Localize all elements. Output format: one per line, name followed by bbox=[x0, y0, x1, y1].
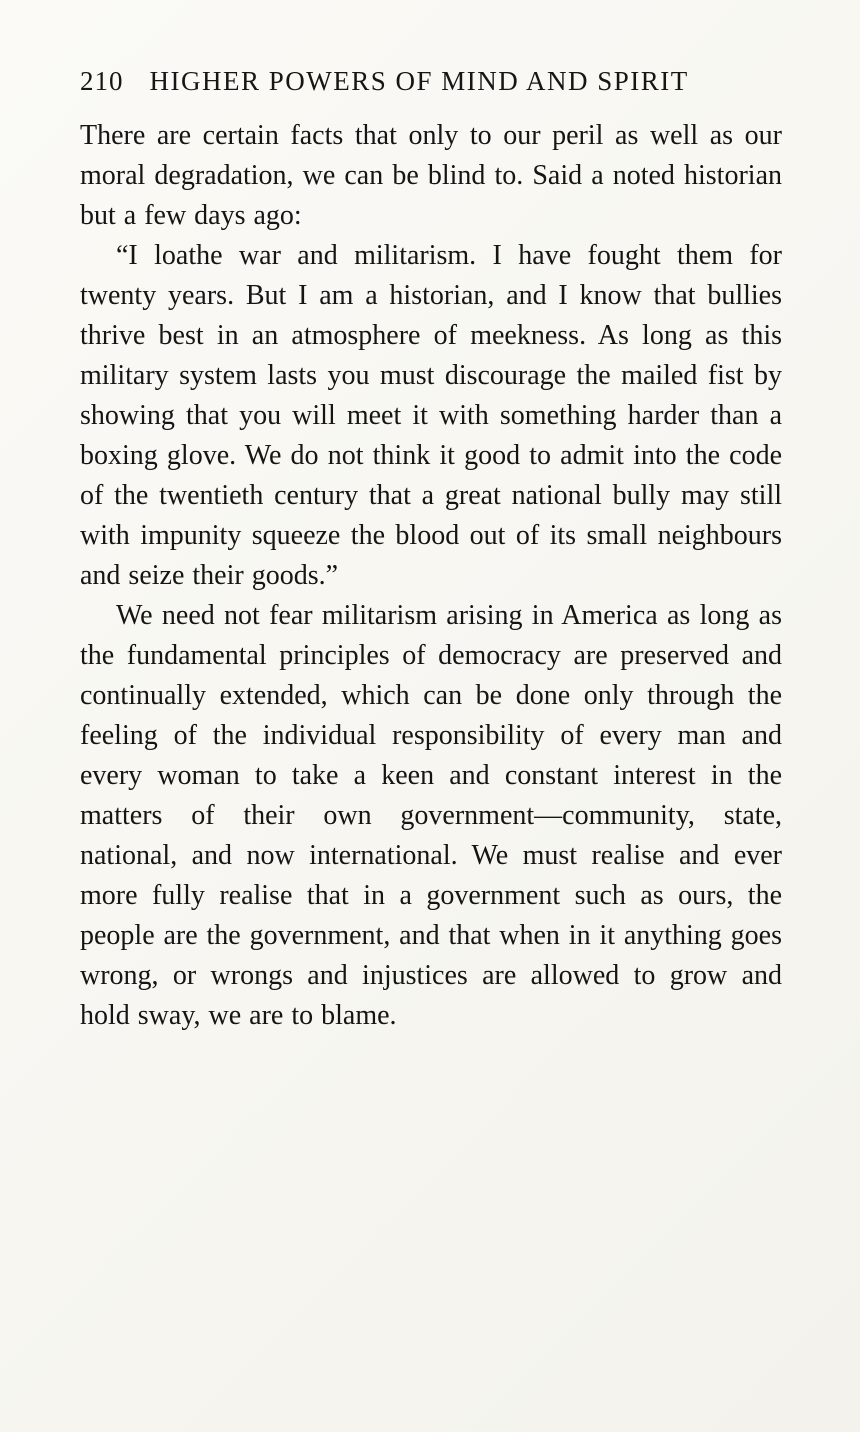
paragraph: There are certain facts that only to our peril as well as our moral degradation, we can be blind to. Said a noted historian but a few days ago: bbox=[80, 120, 782, 231]
page-body bbox=[80, 116, 782, 1036]
paragraph-quote: “I loathe war and militarism. I have fought them for twenty years. But I am a historian, and I know that bullies thrive best in an atmosphere of meekness. As long as this military system lasts you must discourage the mailed fist by showing that you will meet it with something harder than a boxing glove. We do not think it good to admit into the code of the twentieth century that a great national bully may still with impunity squeeze the blood out of its small neighbours and seize their goods.” bbox=[80, 240, 782, 591]
running-title: HIGHER POWERS OF MIND AND SPIRIT bbox=[149, 66, 689, 96]
paragraph: We need not fear militarism arising in America as long as the fundamental principles of democracy are preserved and continually extended, which can be done only through the feeling of the individual responsibility of every man and every woman to take a keen and constant interest in the matters of their own government—community, state, national, and now international. We must realise and ever more fully realise that in a government such as ours, the people are the government, and that when in it anything goes wrong, or wrongs and injustices are allowed to grow and hold sway, we are to blame. bbox=[80, 600, 782, 1031]
running-header bbox=[80, 64, 782, 98]
page-number: 210 bbox=[80, 66, 124, 96]
